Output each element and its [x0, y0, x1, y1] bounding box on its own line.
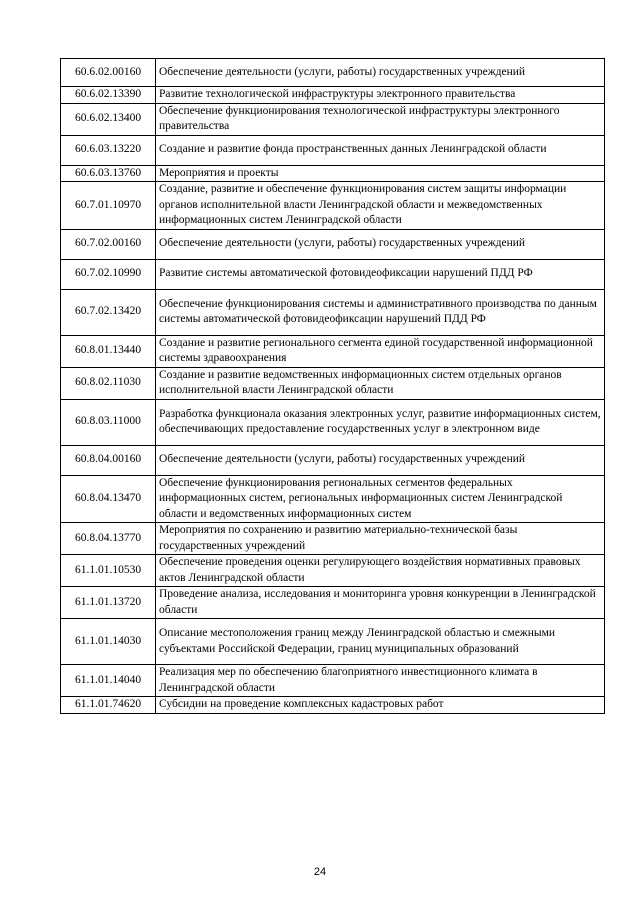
table-row	[61, 259, 605, 289]
table-row	[61, 399, 605, 445]
table-row	[61, 229, 605, 259]
description-cell: Обеспечение деятельности (услуги, работы) государственных учреждений	[156, 445, 605, 475]
table-row	[61, 367, 605, 399]
budget-code-cell: 60.6.02.13390	[61, 87, 156, 104]
budget-code-cell: 60.6.03.13760	[61, 165, 156, 182]
table-row	[61, 697, 605, 714]
description-cell: Обеспечение деятельности (услуги, работы) государственных учреждений	[156, 59, 605, 87]
budget-code-cell: 61.1.01.74620	[61, 697, 156, 714]
budget-code-cell: 60.8.03.11000	[61, 399, 156, 445]
budget-code-cell: 60.8.04.13470	[61, 475, 156, 523]
description-cell: Мероприятия и проекты	[156, 165, 605, 182]
budget-code-cell: 60.7.02.00160	[61, 229, 156, 259]
description-cell: Развитие технологической инфраструктуры электронного правительства	[156, 87, 605, 104]
budget-code-cell: 60.8.01.13440	[61, 335, 156, 367]
budget-code-cell: 60.7.02.10990	[61, 259, 156, 289]
table-row	[61, 445, 605, 475]
table-row	[61, 59, 605, 87]
description-cell: Создание и развитие регионального сегмента единой государственной информационной системы здравоохранения	[156, 335, 605, 367]
table-row	[61, 289, 605, 335]
budget-code-cell: 60.8.04.00160	[61, 445, 156, 475]
table-row	[61, 475, 605, 523]
description-cell: Создание и развитие ведомственных информационных систем отдельных органов исполнительной власти Ленинградской области	[156, 367, 605, 399]
table-row	[61, 182, 605, 230]
description-cell: Создание и развитие фонда пространственных данных Ленинградской области	[156, 135, 605, 165]
budget-code-cell: 60.6.03.13220	[61, 135, 156, 165]
table-row	[61, 165, 605, 182]
description-cell: Проведение анализа, исследования и мониторинга уровня конкуренции в Ленинградской области	[156, 587, 605, 619]
description-cell: Мероприятия по сохранению и развитию материально-технической базы государственных учреждений	[156, 523, 605, 555]
table-row	[61, 555, 605, 587]
budget-codes-table	[60, 58, 605, 714]
table-body	[61, 59, 605, 714]
description-cell: Обеспечение функционирования технологической инфраструктуры электронного правительства	[156, 103, 605, 135]
table-row	[61, 523, 605, 555]
page-number: 24	[313, 866, 327, 878]
table-row	[61, 135, 605, 165]
table-row	[61, 619, 605, 665]
budget-code-cell: 60.6.02.13400	[61, 103, 156, 135]
description-cell: Разработка функционала оказания электронных услуг, развитие информационных систем, обеспечивающих предоставление государственных услуг в электронном виде	[156, 399, 605, 445]
table-row	[61, 335, 605, 367]
budget-code-cell: 61.1.01.14030	[61, 619, 156, 665]
budget-code-cell: 61.1.01.10530	[61, 555, 156, 587]
budget-code-cell: 60.8.04.13770	[61, 523, 156, 555]
description-cell: Обеспечение функционирования системы и административного производства по данным системы автоматической фотовидеофиксации нарушений ПДД РФ	[156, 289, 605, 335]
description-cell: Описание местоположения границ между Ленинградской областью и смежными субъектами Российской Федерации, границ муниципальных образований	[156, 619, 605, 665]
description-cell: Развитие системы автоматической фотовидеофиксации нарушений ПДД РФ	[156, 259, 605, 289]
table-row	[61, 87, 605, 104]
budget-code-cell: 61.1.01.13720	[61, 587, 156, 619]
budget-code-cell: 60.8.02.11030	[61, 367, 156, 399]
description-cell: Субсидии на проведение комплексных кадастровых работ	[156, 697, 605, 714]
budget-code-cell: 61.1.01.14040	[61, 665, 156, 697]
description-cell: Обеспечение функционирования региональных сегментов федеральных информационных систем, региональных информационных систем Ленинградской области и ведомственных информационных систем	[156, 475, 605, 523]
budget-code-cell: 60.6.02.00160	[61, 59, 156, 87]
description-cell: Обеспечение проведения оценки регулирующего воздействия нормативных правовых актов Ленинградской области	[156, 555, 605, 587]
description-cell: Реализация мер по обеспечению благоприятного инвестиционного климата в Ленинградской области	[156, 665, 605, 697]
budget-code-cell: 60.7.02.13420	[61, 289, 156, 335]
table-row	[61, 665, 605, 697]
description-cell: Создание, развитие и обеспечение функционирования систем защиты информации органов исполнительной власти Ленинградской области и межведомственных информационных систем Ленинградской области	[156, 182, 605, 230]
description-cell: Обеспечение деятельности (услуги, работы) государственных учреждений	[156, 229, 605, 259]
table-row	[61, 103, 605, 135]
table-row	[61, 587, 605, 619]
budget-code-cell: 60.7.01.10970	[61, 182, 156, 230]
